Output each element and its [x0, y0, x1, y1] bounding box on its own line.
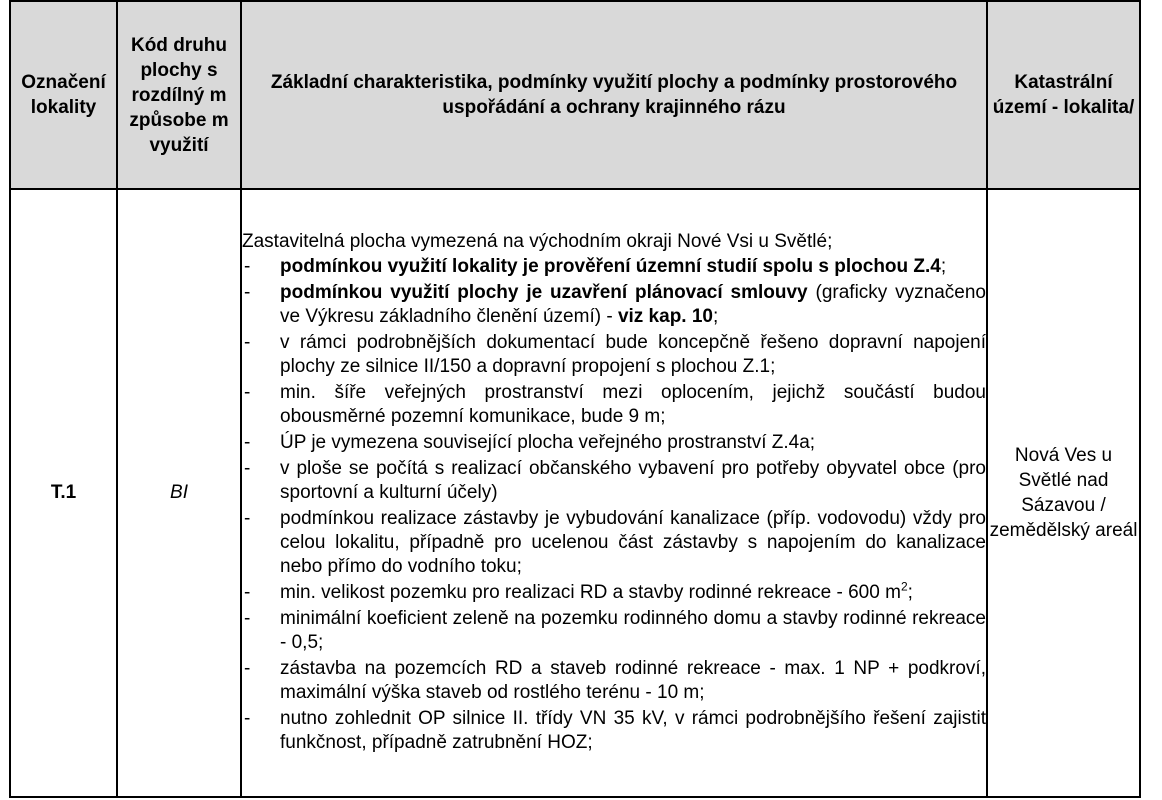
item-text: (graficky vyznačeno ve Výkresu základního členění území) - [280, 281, 986, 327]
list-item: - min. šíře veřejných prostranství mezi oplocením, jejichž součástí budou obousměrné pozemní komunikace, bude 9 m; [242, 381, 986, 429]
locality-table [9, 0, 1141, 798]
header-cadastral: Katastrální území - lokalita/ [987, 1, 1140, 189]
item-bold-text: podmínkou využití lokality je prověření územní studií spolu s plochou Z.4 [280, 255, 941, 277]
condition-list [242, 255, 986, 755]
list-item: - nutno zohlednit OP silnice II. třídy VN 35 kV, v rámci podrobnějšího řešení zajistit funkčnost, případně zatrubnění HOZ; [242, 707, 986, 755]
item-text: ; [713, 305, 719, 327]
header-locality: Označení lokality [10, 1, 117, 189]
list-item [242, 281, 986, 329]
area-code: BI [117, 189, 241, 797]
header-description: Základní charakteristika, podmínky využití plochy a podmínky prostorového uspořádání a ochrany krajinného rázu [241, 1, 987, 189]
superscript: 2 [900, 579, 908, 594]
header-code: Kód druhu plochy s rozdílný m způsobe m využití [117, 1, 241, 189]
item-bold-text: viz kap. 10 [617, 305, 713, 327]
list-item: - v ploše se počítá s realizací občanského vybavení pro potřeby obyvatel obce (pro sportovní a kulturní účely) [242, 457, 986, 505]
list-item: - zástavba na pozemcích RD a staveb rodinné rekreace - max. 1 NP + podkroví, maximální výška staveb od rostlého terénu - 10 m; [242, 657, 986, 705]
list-item: - minimální koeficient zeleně na pozemku rodinného domu a stavby rodinné rekreace - 0,5; [242, 607, 986, 655]
description-cell [241, 189, 987, 797]
list-item [242, 255, 986, 279]
list-item: - v rámci podrobnějších dokumentací bude koncepčně řešeno dopravní napojení plochy ze silnice II/150 a dopravní propojení s plochou Z.1; [242, 331, 986, 379]
list-item: - podmínkou realizace zástavby je vybudování kanalizace (příp. vodovodu) vždy pro celou lokalitu, případně pro ucelenou část zástavby s napojením do kanalizace nebo přímo do vodního toku; [242, 507, 986, 579]
item-text: min. velikost pozemku pro realizaci RD a stavby rodinné rekreace - 600 m [280, 581, 901, 603]
item-bold-text: podmínkou využití plochy je uzavření plánovací smlouvy [280, 281, 808, 303]
list-item: - ÚP je vymezena související plocha veřejného prostranství Z.4a; [242, 431, 986, 455]
cadastral-area: Nová Ves u Světlé nad Sázavou / zemědělský areál [987, 189, 1140, 797]
item-text: ; [907, 581, 913, 603]
list-item [242, 581, 986, 605]
table-row [10, 189, 1140, 797]
item-text: ; [940, 255, 947, 277]
table-header-row [10, 1, 1140, 189]
description-intro: Zastavitelná plocha vymezená na východním okraji Nové Vsi u Světlé; [242, 230, 833, 252]
locality-id: T.1 [10, 189, 117, 797]
